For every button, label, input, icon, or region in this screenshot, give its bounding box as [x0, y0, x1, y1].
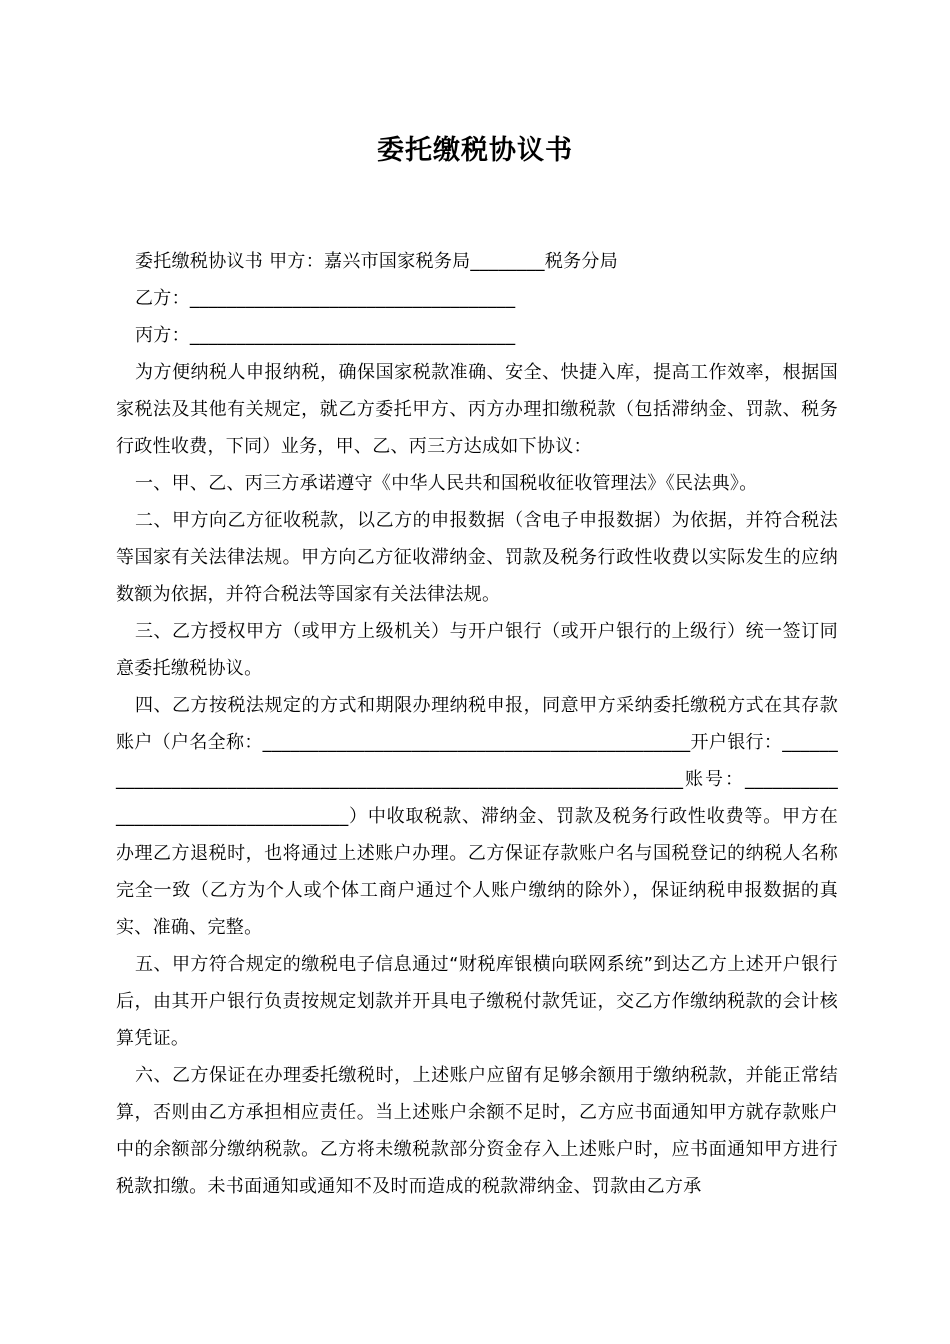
clause-5: 五、甲方符合规定的缴税电子信息通过“财税库银横向联网系统”到达乙方上述开户银行后，由其开户银行负责按规定划款并开具电子缴税付款凭证，交乙方作缴纳税款的会计核算凭证。 — [116, 954, 838, 1049]
party-b-line: 乙方：___________________________________ — [135, 288, 516, 309]
clause-2: 二、甲方向乙方征收税款，以乙方的申报数据（含电子申报数据）为依据，并符合税法等国家有关法律法规。甲方向乙方征收滞纳金、罚款及税务行政性收费以实际发生的应纳数额为依据，并符合税法等国家有关法律法规。 — [116, 510, 838, 605]
party-a-line: 委托缴税协议书 甲方：嘉兴市国家税务局________税务分局 — [135, 251, 619, 272]
clause-3: 三、乙方授权甲方（或甲方上级机关）与开户银行（或开户银行的上级行）统一签订同意委托缴税协议。 — [116, 621, 838, 679]
preamble-paragraph: 为方便纳税人申报纳税，确保国家税款准确、安全、快捷入库，提高工作效率，根据国家税法及其他有关规定，就乙方委托甲方、丙方办理扣缴税款（包括滞纳金、罚款、税务行政性收费，下同）业务，甲、乙、丙三方达成如下协议： — [116, 362, 838, 457]
document-body — [116, 243, 838, 1205]
clause-1: 一、甲、乙、丙三方承诺遵守《中华人民共和国税收征收管理法》《民法典》。 — [135, 473, 758, 494]
clause-6: 六、乙方保证在办理委托缴税时，上述账户应留有足够余额用于缴纳税款，并能正常结算，否则由乙方承担相应责任。当上述账户余额不足时，乙方应书面通知甲方就存款账户中的余额部分缴纳税款。乙方将未缴税款部分资金存入上述账户时，应书面通知甲方进行税款扣缴。未书面通知或通知不及时而造成的税款滞纳金、罚款由乙方承 — [116, 1065, 838, 1197]
clause-4: 四、乙方按税法规定的方式和期限办理纳税申报，同意甲方采纳委托缴税方式在其存款账户（户名全称：______________________________________________开户银行：___________________________________________________________________账号：___________________________________）中收取税款、滞纳金、罚款及税务行政性收费等。甲方在办理乙方退税时，也将通过上述账户办理。乙方保证存款账户名与国税登记的纳税人名称完全一致（乙方为个人或个体工商户通过个人账户缴纳的除外），保证纳税申报数据的真实、准确、完整。 — [116, 695, 838, 938]
party-c-line: 丙方：___________________________________ — [135, 325, 516, 346]
document-title: 委托缴税协议书 — [377, 135, 573, 166]
